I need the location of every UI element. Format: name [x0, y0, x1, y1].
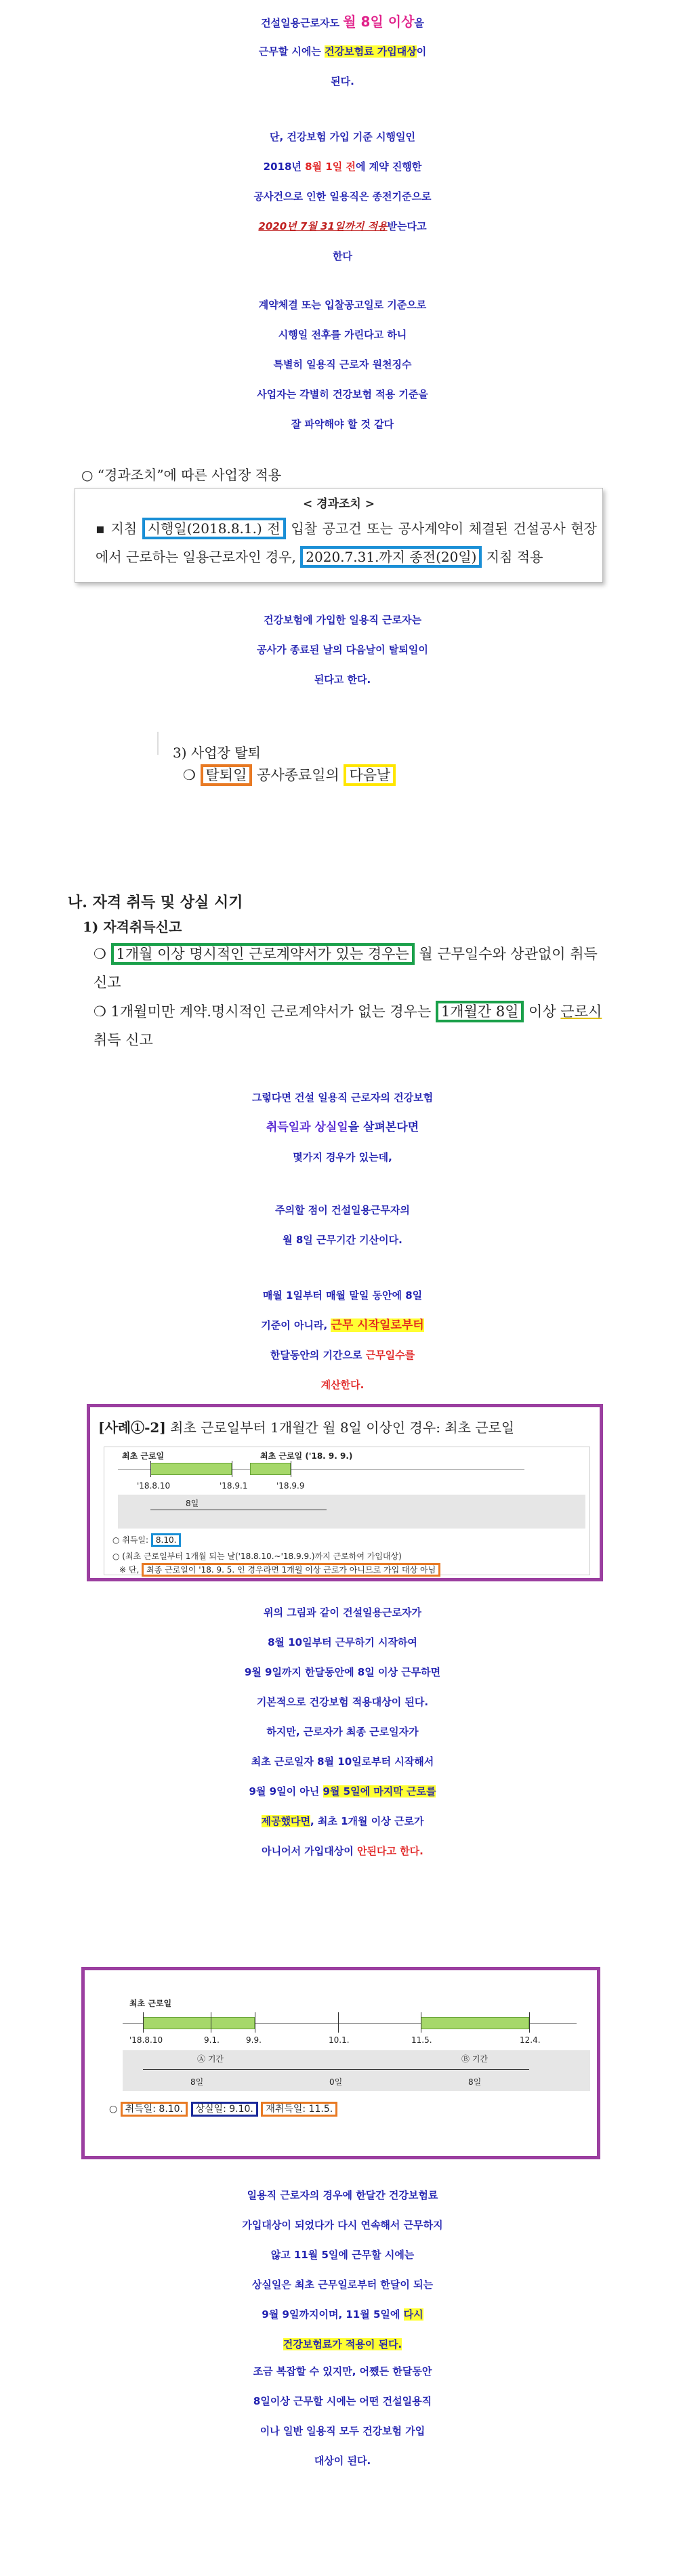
text-line: 기준이 아니라, 근무 시작일로부터 — [261, 1318, 424, 1332]
text-line: 계산한다. — [320, 1379, 365, 1391]
date-label: '18.8.10 — [137, 1481, 171, 1491]
label: 최초 근로일 — [122, 1451, 165, 1461]
text-line: 공사건으로 인한 일용직은 종전기준으로 — [253, 190, 432, 203]
date-label: 9.1. — [204, 2035, 220, 2045]
tick — [143, 2012, 144, 2033]
text-line: 최초 근로일자 8월 10일로부터 시작해서 — [251, 1756, 434, 1768]
work-bar — [150, 1463, 232, 1475]
text-line: 시행일 전후를 가린다고 하니 — [278, 329, 407, 341]
text-line: 매월 1일부터 매월 말일 동안에 8일 — [262, 1289, 423, 1302]
explain-2 — [0, 1606, 685, 1874]
text-line: 근무할 시에는 건강보험료 가입대상이 — [258, 45, 427, 58]
text-line: 8일이상 근무할 시에는 어떤 건설일용직 — [253, 2395, 432, 2407]
text-line: 않고 11월 5일에 근무할 시에는 — [270, 2249, 415, 2261]
text-line: 가입대상이 되었다가 다시 연속해서 근무하지 — [242, 2219, 443, 2231]
period-label: Ⓑ 기간 — [461, 2054, 488, 2064]
work-bar — [143, 2017, 255, 2029]
date-label: 9.9. — [246, 2035, 262, 2045]
qualification-bullet-1: ❍ 1개월 이상 명시적인 근로계약서가 있는 경우는 월 근무일수와 상관없이 취득 신고 — [94, 940, 608, 997]
text-line: 특별히 일용직 근로자 원천징수 — [273, 358, 412, 371]
contract-box: 1개월 이상 명시적인 근로계약서가 있는 경우는 — [111, 943, 415, 965]
days-label: 8일 — [186, 1499, 199, 1508]
text-line: 위의 그림과 같이 건설일용근로자가 — [263, 1606, 422, 1619]
dates-line: ○ 취득일: 8.10. 상실일: 9.10. 재취득일: 11.5. — [109, 2102, 337, 2115]
period-arrow — [143, 2069, 529, 2070]
explain-3b — [0, 2365, 685, 2484]
text-line: 몇가지 경우가 있는데, — [293, 1151, 392, 1163]
label: 최초 근로일 ('18. 9. 9.) — [260, 1451, 353, 1461]
text-line: 아니어서 가입대상이 안된다고 한다. — [262, 1845, 423, 1857]
text-line: 2020년 7월 31일까지 적용받는다고 — [258, 220, 427, 232]
note: ※ 단, 최종 근로일이 '18. 9. 5. 인 경우라면 1개월 이상 근로가 아니므로 가입 대상 아님 — [119, 1564, 440, 1575]
explain-1 — [0, 1091, 685, 1180]
explain-1b — [0, 1203, 685, 1263]
text-line: 조금 복잡할 수 있지만, 어쨌든 한달동안 — [253, 2365, 432, 2377]
text-line: 상실일은 최초 근무일로부터 한달이 되는 — [251, 2279, 434, 2291]
withdraw-line: ❍ 탈퇴일 공사종료일의 다음날 — [183, 764, 396, 785]
transition-box — [75, 488, 603, 583]
qualification-bullet-2: ❍ 1개월미만 계약.명시적인 근로계약서가 없는 경우는 1개월간 8일 이상 근로시 취득 신고 — [94, 997, 608, 1054]
text-line: 단, 건강보험 가입 기준 시행일인 — [270, 131, 415, 143]
text-line: 기본적으로 건강보험 적용대상이 된다. — [256, 1696, 429, 1708]
text-line: 사업자는 각별히 건강보험 적용 기준을 — [257, 388, 428, 400]
note: ○ (최초 근로일부터 1개월 되는 날('18.8.10.~'18.9.9.)까지 근로하여 가입대상) — [112, 1552, 402, 1561]
date-label: 12.4. — [520, 2035, 541, 2045]
intro-text — [0, 15, 685, 104]
text-line: 건설일용근로자도 월 8일 이상을 — [261, 14, 424, 30]
tick — [150, 1461, 151, 1477]
label: 최초 근로일 — [129, 1999, 172, 2008]
intro-text-3 — [0, 298, 685, 447]
text-line: 건강보험료가 적용이 된다. — [283, 2338, 402, 2350]
transition-box-body: ▪ 지침 시행일(2018.8.1.) 전 입찰 공고건 또는 공사계약이 체결된 건설공사 현장에서 근로하는 일용근로자인 경우, 2020.7.31.까지 종전(20일) 지침 적용 — [96, 514, 597, 571]
date-label: 10.1. — [329, 2035, 350, 2045]
case-1-timeline — [104, 1447, 590, 1575]
text-line: 9월 9일까지이며, 11월 5일에 다시 — [262, 2308, 423, 2321]
eight-days-box: 1개월간 8일 — [436, 1001, 524, 1022]
text-line: 그렇다면 건설 일용직 근로자의 건강보험 — [251, 1092, 434, 1104]
text-line: 취득일과 상실일을 살펴본다면 — [266, 1121, 419, 1134]
reacquisition-box: 재취득일: 11.5. — [261, 2102, 337, 2117]
explain-1c — [0, 1289, 685, 1408]
text-line: 주의할 점이 건설일용근무자의 — [275, 1204, 410, 1216]
mid-text — [0, 613, 685, 703]
acquisition-box: 취득일: 8.10. — [121, 2102, 188, 2117]
divider — [157, 732, 159, 755]
days-label: 0일 — [329, 2077, 343, 2087]
case-1-figure — [87, 1404, 603, 1581]
text-line: 건강보험에 가입한 일용직 근로자는 — [263, 614, 422, 626]
case-1-heading: [사례①-2] 최초 근로일부터 1개월간 월 8일 이상인 경우: 최초 근로일 — [98, 1419, 515, 1436]
next-day-box: 다음날 — [344, 764, 396, 786]
case-2-figure — [81, 1967, 600, 2159]
loss-box: 상실일: 9.10. — [191, 2102, 258, 2117]
text-line: 된다. — [331, 75, 354, 87]
date-label: '18.9.9 — [276, 1481, 305, 1491]
text-line: 된다고 한다. — [314, 673, 371, 686]
text-line: 이나 일반 일용직 모두 건강보험 가입 — [260, 2425, 425, 2437]
withdraw-date-box: 탈퇴일 — [201, 764, 253, 786]
text-line: 잘 파악해야 할 것 같다 — [291, 418, 394, 430]
text-line: 9월 9일까지 한달동안에 8일 이상 근무하면 — [244, 1666, 441, 1678]
days-label: 8일 — [190, 2077, 204, 2087]
text-line: 2018년 8월 1일 전에 계약 진행한 — [263, 161, 422, 173]
tick — [338, 2012, 339, 2033]
period-label: Ⓐ 기간 — [197, 2054, 224, 2064]
text-line: 한달동안의 기간으로 근무일수를 — [270, 1349, 415, 1361]
section-subtitle: 1) 자격취득신고 — [83, 919, 182, 935]
text-line: 8월 10일부터 근무하기 시작하여 — [268, 1636, 417, 1648]
explain-3 — [0, 2188, 685, 2367]
date-label: '18.9.1 — [220, 1481, 248, 1491]
date-label: 11.5. — [411, 2035, 432, 2045]
tick — [529, 2012, 530, 2033]
transition-heading: ○ “경과조치”에 따른 사업장 적용 — [81, 467, 282, 483]
date-label: '18.8.10 — [129, 2035, 163, 2045]
text-line: 제공했다면, 최초 1개월 이상 근로가 — [261, 1815, 424, 1827]
text-line: 하지만, 근로자가 최종 근로일자가 — [266, 1726, 419, 1738]
days-label: 8일 — [468, 2077, 482, 2087]
acquisition-line: ○ 취득일: 8.10. — [112, 1534, 181, 1545]
text-line: 계약체결 또는 입찰공고일로 기준으로 — [258, 299, 427, 311]
text-line: 일용직 근로자의 경우에 한달간 건강보험료 — [247, 2189, 438, 2201]
case-2-timeline — [96, 1993, 590, 2129]
text-line: 대상이 된다. — [314, 2455, 371, 2467]
work-bar — [250, 1463, 291, 1475]
section-title: 나. 자격 취득 및 상실 시기 — [68, 894, 243, 911]
text-line: 9월 9일이 아닌 9월 5일에 마지막 근로를 — [249, 1785, 436, 1798]
withdraw-heading: 3) 사업장 탈퇴 — [173, 745, 261, 761]
effective-date-box: 시행일(2018.8.1.) 전 — [142, 518, 286, 539]
deadline-box: 2020.7.31.까지 종전(20일) — [300, 546, 482, 568]
transition-box-title: < 경과조치 > — [302, 497, 375, 511]
text-line: 공사가 종료된 날의 다음날이 탈퇴일이 — [257, 644, 428, 656]
text-line: 한다 — [333, 250, 352, 262]
intro-text-2 — [0, 130, 685, 279]
work-bar — [421, 2017, 529, 2029]
bullet-icon: ▪ — [96, 520, 106, 537]
text-line: 월 8일 근무기간 기산이다. — [283, 1234, 402, 1246]
acquisition-date-box: 8.10. — [151, 1533, 182, 1547]
